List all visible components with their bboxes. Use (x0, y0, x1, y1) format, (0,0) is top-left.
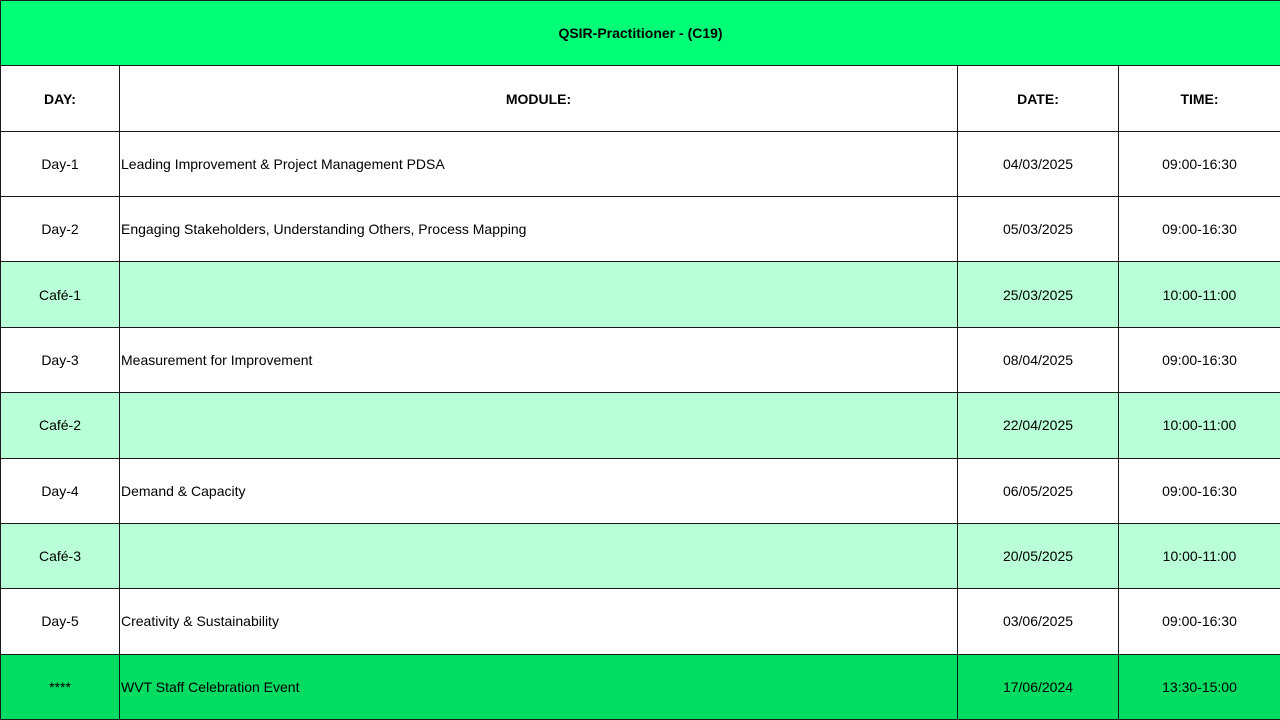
cell-date[interactable]: 08/04/2025 (958, 327, 1119, 392)
cell-date[interactable]: 22/04/2025 (958, 393, 1119, 458)
cell-time[interactable]: 10:00-11:00 (1119, 523, 1280, 588)
cell-module[interactable]: Engaging Stakeholders, Understanding Others, Process Mapping (120, 197, 958, 262)
cell-day[interactable]: Day-3 (1, 327, 120, 392)
cell-day[interactable]: Day-4 (1, 458, 120, 523)
header-date[interactable]: DATE: (958, 66, 1119, 131)
cell-time[interactable]: 09:00-16:30 (1119, 327, 1280, 392)
cell-time[interactable]: 10:00-11:00 (1119, 262, 1280, 327)
cell-date[interactable]: 03/06/2025 (958, 589, 1119, 654)
cell-module[interactable]: Leading Improvement & Project Management PDSA (120, 131, 958, 196)
cell-day[interactable]: Café-2 (1, 393, 120, 458)
cell-module[interactable]: Measurement for Improvement (120, 327, 958, 392)
schedule-title[interactable]: QSIR-Practitioner - (C19) (1, 1, 1280, 66)
header-time[interactable]: TIME: (1119, 66, 1280, 131)
cell-module[interactable] (120, 262, 958, 327)
cell-date[interactable]: 04/03/2025 (958, 131, 1119, 196)
header-row (1, 66, 1280, 131)
cell-date[interactable]: 25/03/2025 (958, 262, 1119, 327)
cell-date[interactable]: 20/05/2025 (958, 523, 1119, 588)
table-row (1, 327, 1280, 392)
cell-time[interactable]: 10:00-11:00 (1119, 393, 1280, 458)
cell-time[interactable]: 09:00-16:30 (1119, 589, 1280, 654)
cell-module[interactable]: WVT Staff Celebration Event (120, 654, 958, 719)
cell-module[interactable] (120, 523, 958, 588)
cell-day[interactable]: Café-1 (1, 262, 120, 327)
table-row (1, 458, 1280, 523)
cell-time[interactable]: 13:30-15:00 (1119, 654, 1280, 719)
table-row (1, 197, 1280, 262)
cell-date[interactable]: 05/03/2025 (958, 197, 1119, 262)
title-row (1, 1, 1280, 66)
table-row (1, 262, 1280, 327)
cell-day[interactable]: **** (1, 654, 120, 719)
cell-module[interactable]: Creativity & Sustainability (120, 589, 958, 654)
cell-day[interactable]: Day-5 (1, 589, 120, 654)
header-module[interactable]: MODULE: (120, 66, 958, 131)
cell-time[interactable]: 09:00-16:30 (1119, 197, 1280, 262)
table-row (1, 654, 1280, 719)
header-day[interactable]: DAY: (1, 66, 120, 131)
table-row (1, 589, 1280, 654)
table-row (1, 393, 1280, 458)
cell-date[interactable]: 17/06/2024 (958, 654, 1119, 719)
cell-date[interactable]: 06/05/2025 (958, 458, 1119, 523)
table-row (1, 523, 1280, 588)
cell-day[interactable]: Day-1 (1, 131, 120, 196)
cell-day[interactable]: Day-2 (1, 197, 120, 262)
cell-time[interactable]: 09:00-16:30 (1119, 131, 1280, 196)
cell-module[interactable]: Demand & Capacity (120, 458, 958, 523)
table-row (1, 131, 1280, 196)
cell-day[interactable]: Café-3 (1, 523, 120, 588)
cell-time[interactable]: 09:00-16:30 (1119, 458, 1280, 523)
cell-module[interactable] (120, 393, 958, 458)
